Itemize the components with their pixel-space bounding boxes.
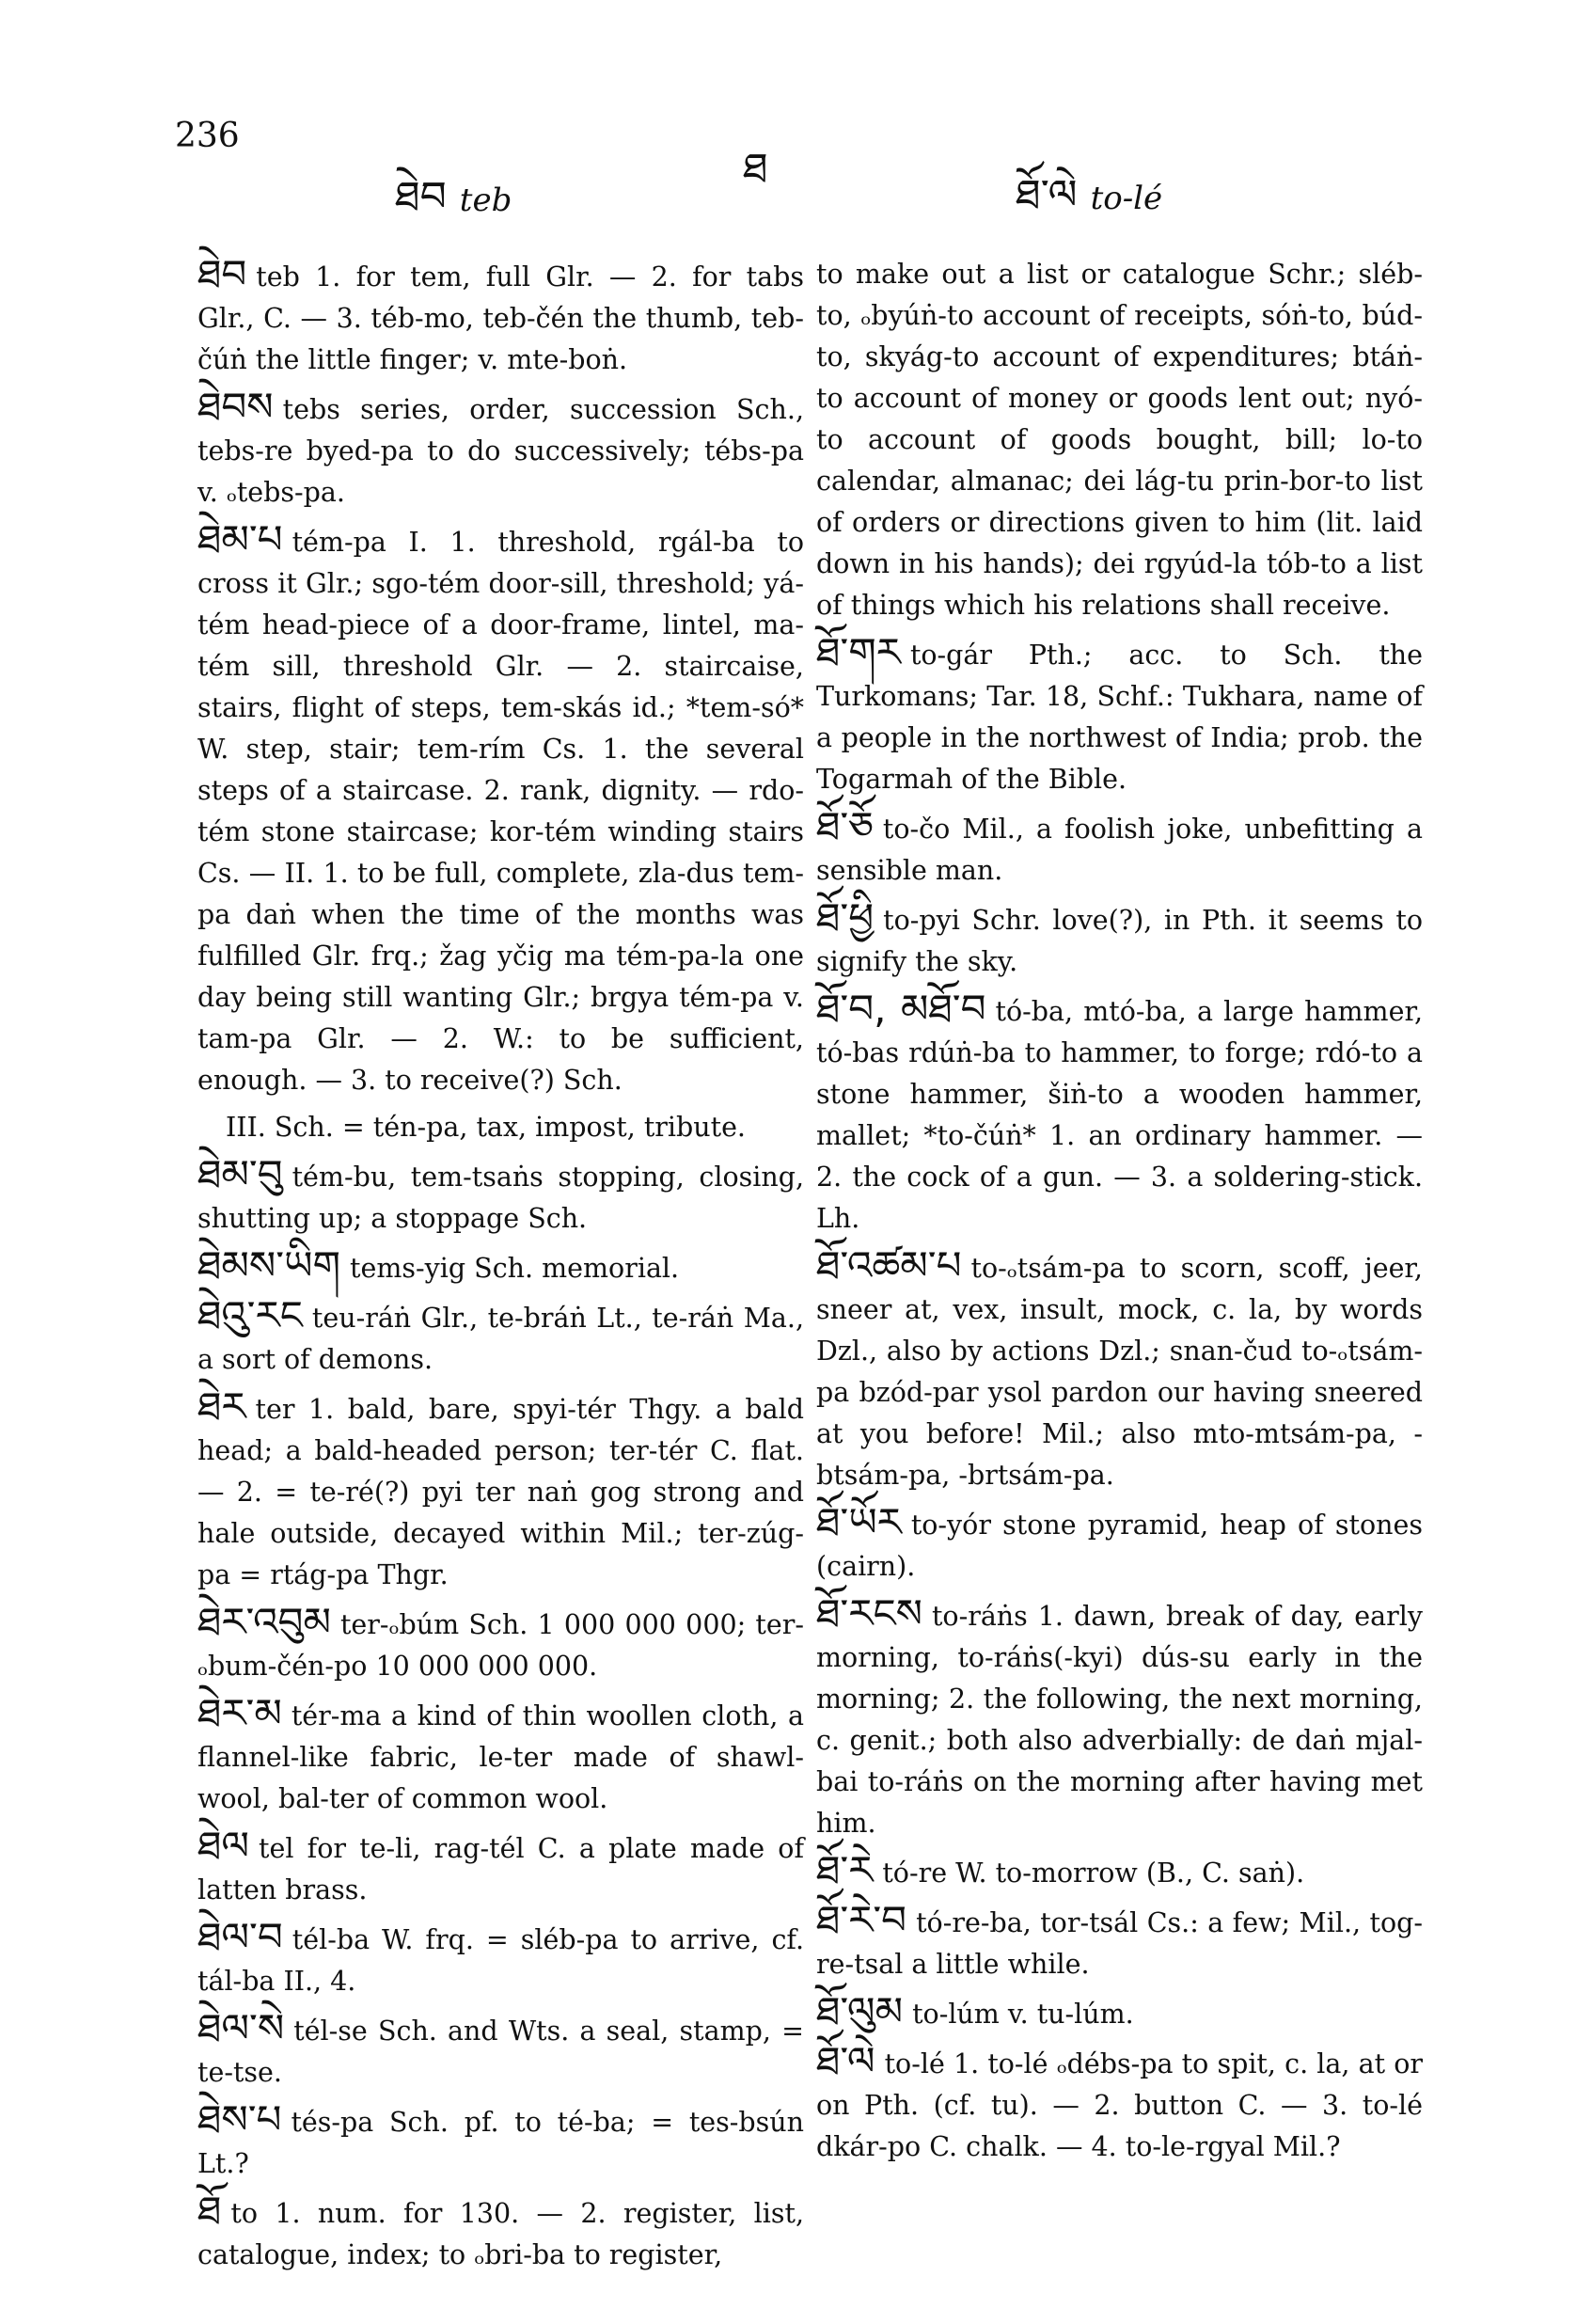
dictionary-entry bbox=[197, 1292, 804, 1381]
entry-definition: to-čo Mil., a foolish joke, unbefitting a sensible man. bbox=[816, 814, 1423, 886]
running-head-right-tibetan: ཐོ་ལེ bbox=[1016, 171, 1078, 219]
entry-headword: ཐོ་རེ་བ bbox=[816, 1897, 907, 1943]
dictionary-entry bbox=[816, 629, 1423, 800]
entry-headword: ཐོ་ལུམ bbox=[816, 1988, 904, 2034]
running-head-center bbox=[743, 122, 781, 239]
entry-headword: ཐེལ་སེ bbox=[197, 2005, 285, 2051]
entry-definition: tó-re-ba, tor-tsál Cs.: a few; Mil., tog-re-tsal a little while. bbox=[816, 1907, 1423, 1980]
entry-headword: ཐེར bbox=[197, 1383, 246, 1430]
entry-definition: tó-re W. to-morrow (B., C. saṅ). bbox=[882, 1858, 1305, 1889]
dictionary-entry bbox=[197, 516, 804, 1101]
running-head-left-tibetan: ཐེབ bbox=[395, 173, 447, 221]
dictionary-entry bbox=[816, 1499, 1423, 1588]
entry-headword: ཐོ་ཕྱི bbox=[816, 894, 875, 941]
entry-headword: ཐོ་བ, མཐོ་བ bbox=[816, 986, 986, 1032]
entry-headword: ཐོ་གར bbox=[816, 629, 901, 675]
running-head-center-tibetan: ཐ bbox=[743, 145, 768, 193]
dictionary-entry bbox=[816, 1988, 1423, 2035]
dictionary-entry bbox=[816, 894, 1423, 983]
entry-definition: tém-bu, tem-tsaṅs stopping, closing, shutting up; a stoppage Sch. bbox=[197, 1162, 804, 1234]
entry-headword: ཐོ་རངས bbox=[816, 1590, 922, 1636]
entry-definition: to-pyi Schr. love(?), in Pth. it seems to signify the sky. bbox=[816, 905, 1423, 977]
entry-definition: tés-pa Sch. pf. to té-ba; = tes-bsún Lt.? bbox=[197, 2107, 804, 2179]
entry-definition: teb 1. for tem, full Glr. — 2. for tabs Glr., C. — 3. téb-mo, teb-čén the thumb, teb-čúṅ the little finger; v. mte-boṅ. bbox=[197, 261, 804, 375]
entry-headword: ཐེར་མ bbox=[197, 1690, 282, 1736]
entry-headword: ཐོ་ཡོར bbox=[816, 1499, 902, 1545]
entry-definition: tém-pa I. 1. threshold, rgál-ba to cross it Glr.; sgo-tém door-sill, threshold; yá-tém head-piece of a door-frame, lintel, ma-tém sill, threshold Glr. — 2. staircaise, stairs, flight of steps, tem-skás id.; *tem-só* W. step, stair; tem-rím Cs. 1. the several steps of a staircase. 2. rank, dignity. — rdo-tém stone staircase; kor-tém winding stairs Cs. — II. 1. to be full, complete, zla-dus tem-pa daṅ when the time of the months was fulfilled Glr. frq.; žag yčig ma tém-pa-la one day being still wanting Glr.; brgya tém-pa v. tam-pa Glr. — 2. W.: to be sufficient, enough. — 3. to receive(?) Sch. bbox=[197, 527, 804, 1096]
running-head-left-roman: teb bbox=[459, 182, 512, 219]
dictionary-entry bbox=[197, 251, 804, 381]
dictionary-entry bbox=[197, 1107, 804, 1148]
entry-definition: III. Sch. = tén-pa, tax, impost, tribute. bbox=[226, 1112, 746, 1143]
entry-headword: ཐེལ bbox=[197, 1823, 250, 1869]
entry-headword: ཐེལ་བ bbox=[197, 1914, 283, 1960]
dictionary-entry bbox=[197, 2005, 804, 2094]
entry-definition: to-lé 1. to-lé ₒdébs-pa to spit, c. la, at or on Pth. (cf. tu). — 2. button C. — 3. to-lé dkár-po C. chalk. — 4. to-le-rgyal Mil.? bbox=[816, 2048, 1423, 2162]
entry-definition: to-yór stone pyramid, heap of stones (cairn). bbox=[816, 1510, 1423, 1582]
entry-definition: tél-ba W. frq. = sléb-pa to arrive, cf. tál-ba II., 4. bbox=[197, 1924, 804, 1997]
page-number: 236 bbox=[175, 117, 240, 155]
dictionary-entry bbox=[816, 254, 1423, 626]
entry-definition: to-ₒtsám-pa to scorn, scoff, jeer, sneer at, vex, insult, mock, c. la, by words Dzl., also by actions Dzl.; snan-čud to-ₒtsám-pa bzód-par ysol pardon our having sneered at you before! Mil.; also mto-mtsám-pa, -btsám-pa, -brtsám-pa. bbox=[816, 1253, 1423, 1491]
dictionary-entry bbox=[816, 2038, 1423, 2168]
dictionary-entry bbox=[197, 1383, 804, 1596]
entry-definition: to-ráṅs 1. dawn, break of day, early morning, to-ráṅs(-kyi) dús-su early in the morning; 2. the following, the next morning, c. genit.; both also adverbially: de daṅ mjal-bai to-ráṅs on the morning after having met him. bbox=[816, 1601, 1423, 1839]
entry-definition: to-gár Pth.; acc. to Sch. the Turkomans; Tar. 18, Schf.: Tukhara, name of a people in the northwest of India; prob. the Togarmah of the Bible. bbox=[816, 640, 1423, 795]
dictionary-entry bbox=[197, 1690, 804, 1820]
dictionary-entry bbox=[816, 1590, 1423, 1844]
entry-definition: tel for te-li, rag-tél C. a plate made of latten brass. bbox=[197, 1833, 804, 1905]
entry-definition: ter-ₒbúm Sch. 1 000 000 000; ter-ₒbum-čén-po 10 000 000 000. bbox=[197, 1609, 804, 1682]
entry-headword: ཐེབ bbox=[197, 251, 247, 297]
entry-headword: ཐེར་འབུམ bbox=[197, 1599, 331, 1645]
dictionary-entry bbox=[197, 1823, 804, 1911]
running-head-right bbox=[1016, 149, 1162, 265]
dictionary-entry bbox=[197, 384, 804, 514]
entry-headword: ཐེམ་བུ bbox=[197, 1151, 283, 1197]
right-column bbox=[816, 254, 1423, 2174]
entry-definition: ter 1. bald, bare, spyi-tér Thgy. a bald head; a bald-headed person; ter-tér C. flat. — 2. = te-ré(?) pyi ter naṅ gog strong and hale outside, decayed within Mil.; ter-zúg-pa = rtág-pa Thgr. bbox=[197, 1394, 804, 1590]
dictionary-entry bbox=[197, 1242, 804, 1289]
entry-headword: ཐེའུ་རང bbox=[197, 1292, 303, 1338]
dictionary-entry bbox=[816, 803, 1423, 892]
dictionary-entry bbox=[816, 988, 1423, 1240]
running-head-left bbox=[395, 150, 512, 267]
entry-headword: ཐོ་ལེ bbox=[816, 2038, 875, 2084]
dictionary-entry bbox=[816, 1897, 1423, 1985]
entry-headword: ཐེབས bbox=[197, 384, 274, 430]
left-column bbox=[197, 251, 804, 2282]
dictionary-entry bbox=[197, 1914, 804, 2002]
entry-definition: tebs series, order, succession Sch., tebs-re byed-pa to do successively; tébs-pa v. ₒtebs-pa. bbox=[197, 394, 804, 508]
running-head-right-roman: to-lé bbox=[1090, 180, 1163, 217]
entry-definition: tems-yig Sch. memorial. bbox=[350, 1253, 680, 1284]
entry-definition: tér-ma a kind of thin woollen cloth, a flannel-like fabric, le-ter made of shawl-wool, bal-ter of common wool. bbox=[197, 1700, 804, 1814]
entry-headword: ཐོ་ཅོ bbox=[816, 803, 874, 849]
dictionary-entry bbox=[816, 1847, 1423, 1894]
entry-headword: ཐེམས་ཡིག bbox=[197, 1242, 341, 1288]
entry-definition: to 1. num. for 130. — 2. register, list, catalogue, index; to ₒbri-ba to register, bbox=[197, 2198, 804, 2270]
entry-headword: ཐོ bbox=[197, 2188, 222, 2234]
entry-definition: teu-ráṅ Glr., te-bráṅ Lt., te-ráṅ Ma., a sort of demons. bbox=[197, 1303, 804, 1375]
dictionary-entry bbox=[197, 1599, 804, 1687]
dictionary-entry bbox=[197, 2190, 804, 2276]
dictionary-entry bbox=[197, 1151, 804, 1240]
entry-headword: ཐེམ་པ bbox=[197, 516, 283, 562]
entry-headword: ཐོ་རེ bbox=[816, 1847, 874, 1893]
entry-definition: tél-se Sch. and Wts. a seal, stamp, = te-tse. bbox=[197, 2016, 804, 2088]
entry-definition: tó-ba, mtó-ba, a large hammer, tó-bas rdúṅ-ba to hammer, to forge; rdó-to a stone hammer, šiṅ-to a wooden hammer, mallet; *to-čúṅ* 1. an ordinary hammer. — 2. the cock of a gun. — 3. a soldering-stick. Lh. bbox=[816, 996, 1423, 1234]
dictionary-entry bbox=[816, 1242, 1423, 1496]
entry-definition: to make out a list or catalogue Schr.; sléb-to, ₒbyúṅ-to account of receipts, sóṅ-to, búd-to, skyág-to account of expenditures; btáṅ-to account of money or goods lent out; nyó-to account of goods bought, bill; lo-to calendar, almanac; dei lág-tu prin-bor-to list of orders or directions given to him (lit. laid down in his hands); dei rgyúd-la tób-to a list of things which his relations shall receive. bbox=[816, 259, 1423, 621]
entry-headword: ཐོ་འཚམ་པ bbox=[816, 1242, 962, 1288]
entry-headword: ཐེས་པ bbox=[197, 2096, 282, 2142]
dictionary-entry bbox=[197, 2096, 804, 2185]
entry-definition: to-lúm v. tu-lúm. bbox=[912, 1999, 1134, 2030]
